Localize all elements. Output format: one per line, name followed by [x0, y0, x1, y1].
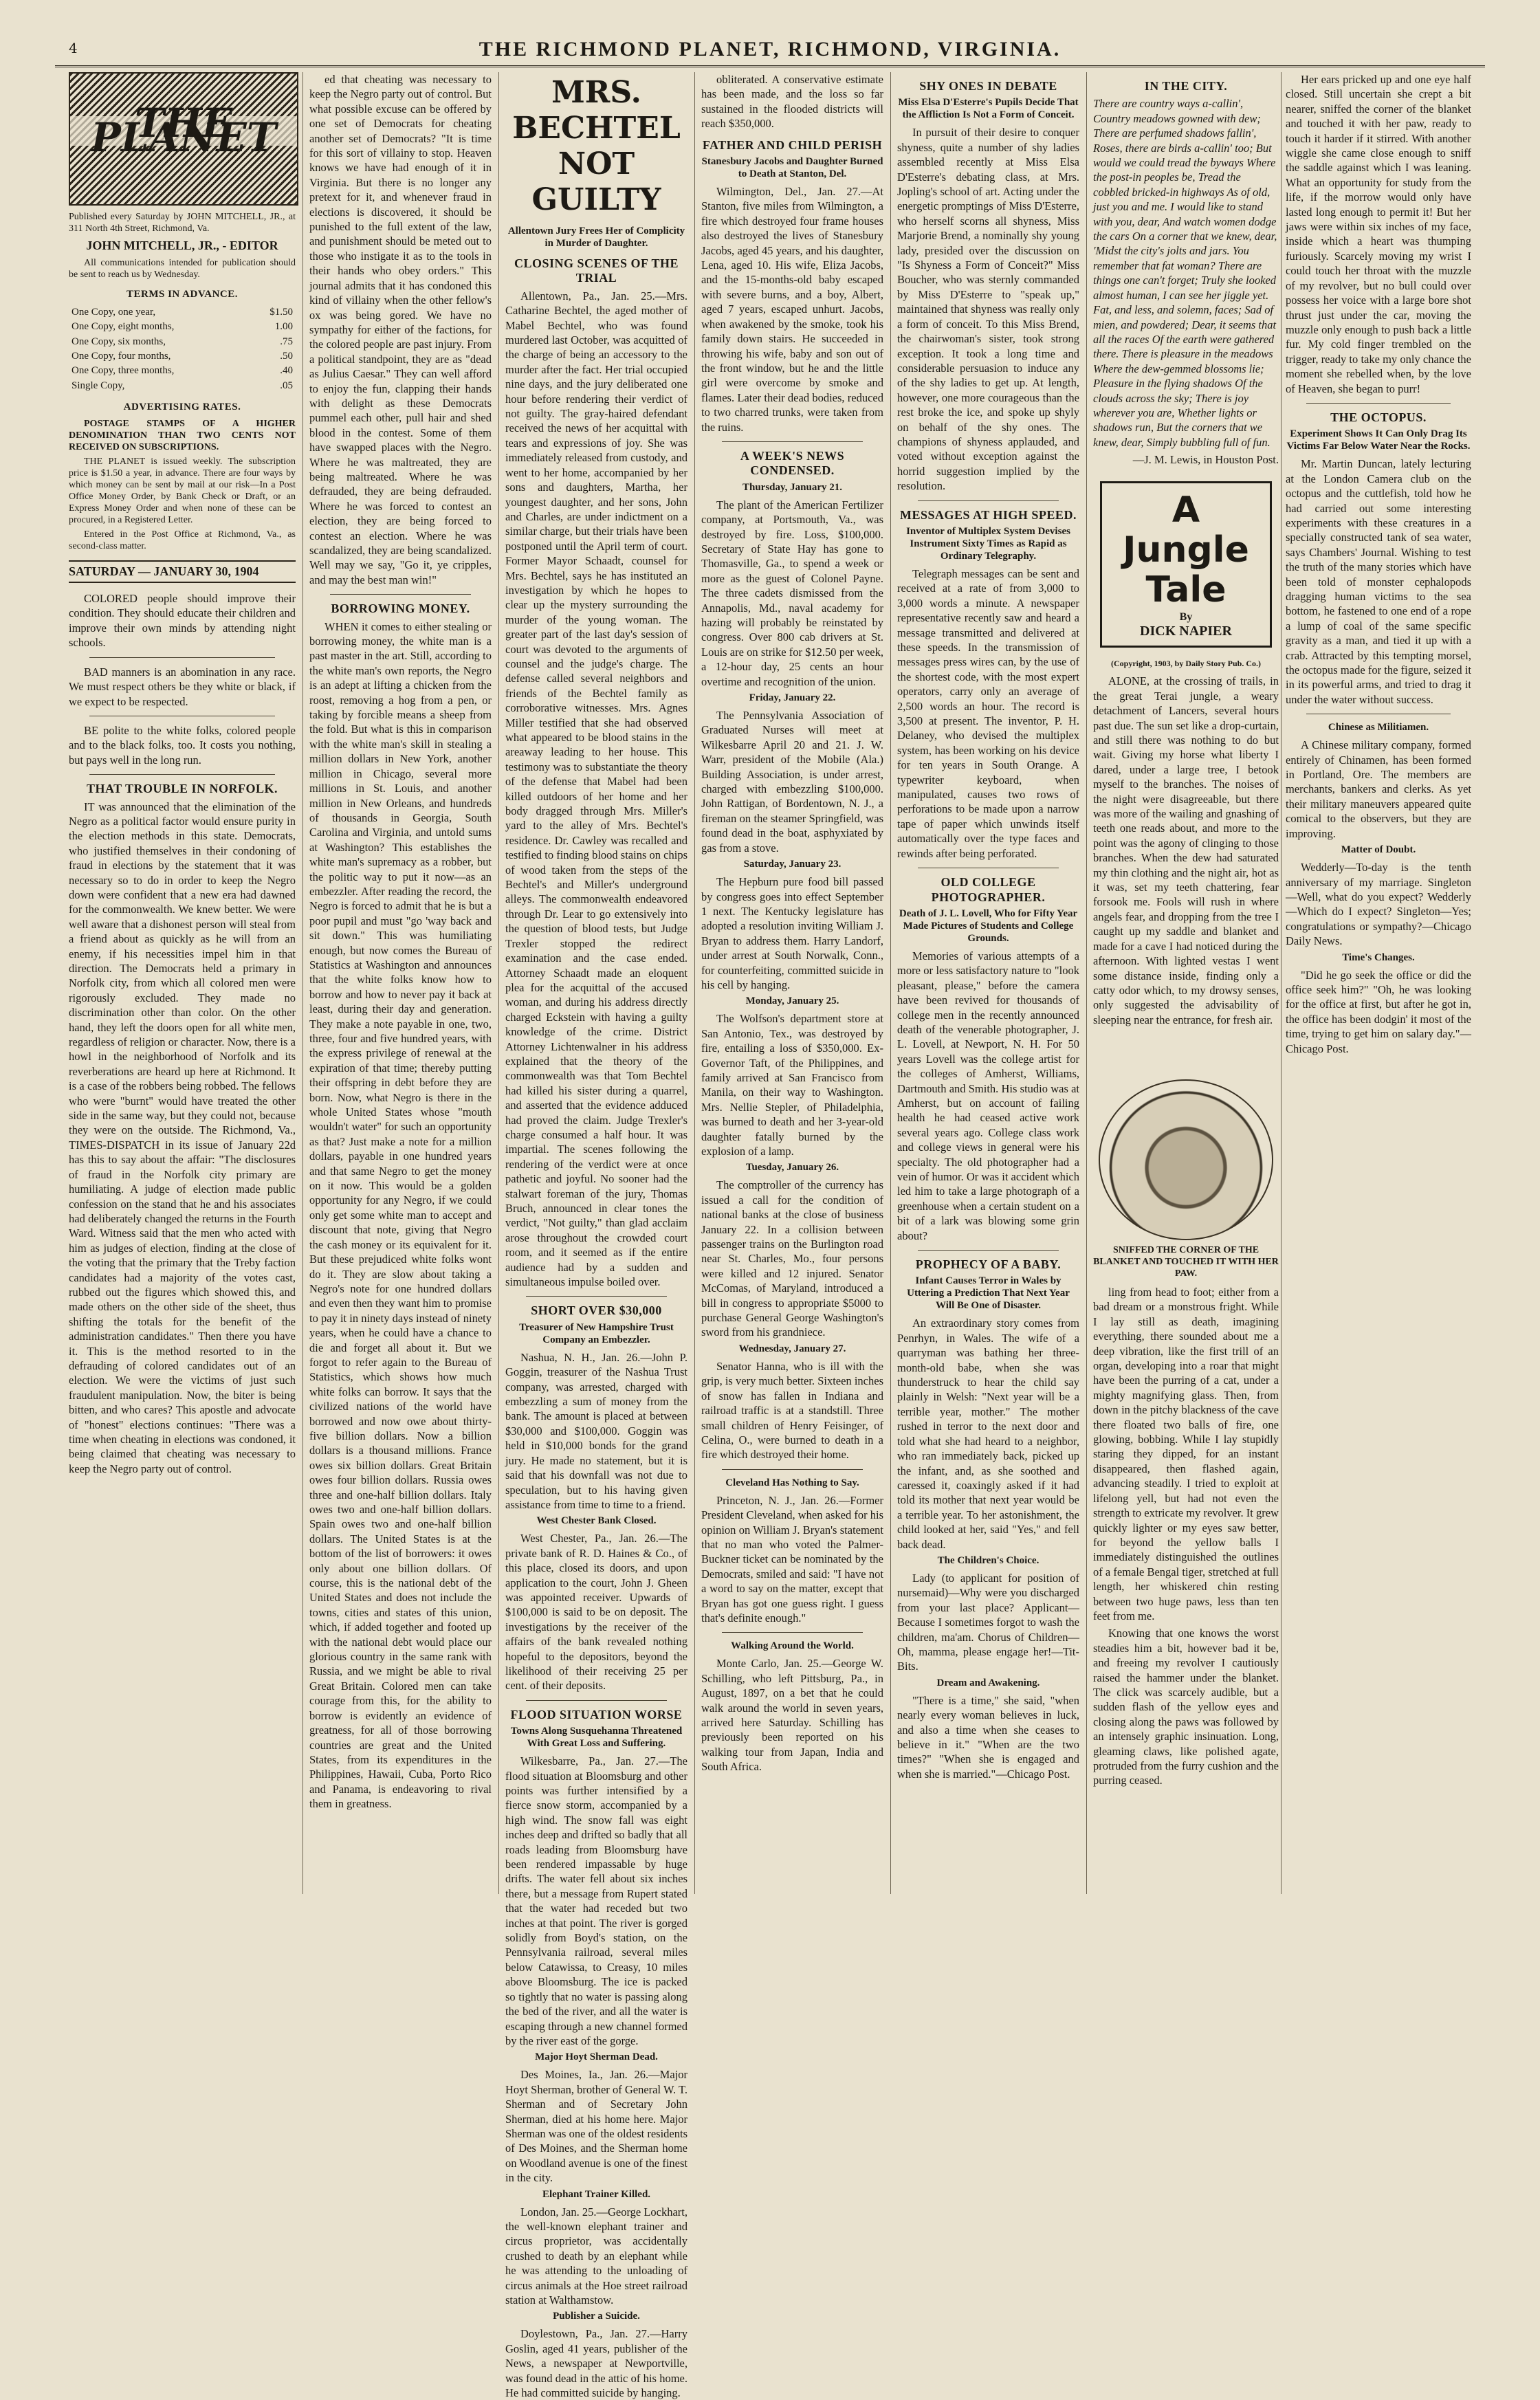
article-body: West Chester, Pa., Jan. 26.—The private bank of R. D. Haines & Co., of this place, closed its doors, and upon application to the court, John J. Gheen was appointed receiver. Upwards of $100,000 is said to be on deposit. The investigations by the receiver of the affairs of the bank revealed nothing hopeful to the depositors, beyond the likelihood of their receiving 25 per cent. of their deposits.: [505, 1532, 688, 1693]
column-rule: [302, 72, 303, 1894]
day-heading: Thursday, January 21.: [742, 481, 843, 493]
article-subheadline: Dream and Awakening.: [936, 1677, 1040, 1688]
column-rule: [694, 72, 695, 1894]
column-rule: [1086, 72, 1087, 1894]
lead-headline: MRS. BECHTEL NOT GUILTY: [512, 75, 681, 217]
article-body: Monte Carlo, Jan. 25.—George W. Schilling, who left Pittsburg, Pa., in August, 1897, on a bet that he could walk around the world in seven years, arrived here Saturday. Schilling has previously been reported on his walking tour from Japan, India and South Africa.: [701, 1657, 883, 1774]
article-headline: THAT TROUBLE IN NORFOLK.: [86, 782, 278, 796]
table-row: One Copy, eight months, 1.00: [72, 321, 293, 333]
column-1: [69, 72, 296, 1894]
editor-line: JOHN MITCHELL, JR., - EDITOR: [86, 239, 278, 252]
article-headline: FLOOD SITUATION WORSE: [510, 1707, 683, 1721]
article-body: Des Moines, Ia., Jan. 26.—Major Hoyt Sherman, brother of General W. T. Sherman and of Secretary John Sherman, died at his home here. Major Sherman was one of the oldest residents of Des Moines, and the Sherman home on Woodland avenue is one of the finest in the city.: [505, 2068, 688, 2185]
article-headline: BORROWING MONEY.: [331, 602, 470, 616]
story-body: ALONE, at the crossing of trails, in the great Terai jungle, a weary detachment of Lancers, several hours past due. The sun set like a drop-curtain, and still there was nothing to do but wait. Giving my horse what liberty I dared, under a large tree, I betook myself to the branches. The noises of the night were disagreeable, but there was more of the wailing and gnashing of teeth one reads about, and more to the point was the agony of clinging to those branches. When the dew had saturated my thin clothing and the night air, hot as it was, set my teeth chattering, fear forsook me. Fools will rush in where angels fear, and dropping from the tree I caught up my saddle and blanket and made for a cave I had noticed during the afternoon. With lighted vestas I went some distance inside, finding only a catty odor which, to my drowsy senses, only suggested the advisability of sleeping near the entrance, for fresh air.: [1093, 674, 1279, 1026]
postage-notice: POSTAGE STAMPS OF A HIGHER DENOMINATION THAN TWO CENTS NOT RECEIVED ON SUBSCRIPTIONS.: [69, 418, 296, 452]
article-subheadline: Treasurer of New Hampshire Trust Company an Embezzler.: [519, 1321, 674, 1345]
subscription-notice: THE PLANET is issued weekly. The subscription price is $1.50 a year, in advance. There are four ways by which money can be sent by mail at our risk—In a Post Office Money Order, by Bank Check or Draft, or an Express Money Order and when none of these can be procured, in a Registered Letter.: [69, 456, 296, 525]
editorial-paragraph: COLORED people should improve their condition. They should educate their children and improve their own minds by attending night schools.: [69, 592, 296, 650]
planet-logo: [69, 72, 298, 206]
table-row: One Copy, three months, .40: [72, 365, 293, 377]
article-headline: SHY ONES IN DEBATE: [919, 79, 1057, 93]
divider: [89, 657, 275, 658]
article-body: WHEN it comes to either stealing or borrowing money, the white man is a past master in the art. Still, according to the white man's own reports, the Negro is an adept at lifting a chicken from the roost, removing a hog from a pen, or taking by forcible means a sheep from the fold. But what is this in comparison with the white man's skill in stealing a million dollars in New York, another million in Chicago, several more millions in St. Louis, and another million in New Orleans, and hundreds of thousands in Georgia, South Carolina and Virginia, and untold sums at Washington? This establishes the white man's supremacy as a robber, but the politic way to put it now—as an embezzler. After reading the record, the Negro is forced to admit that he is but a poor pupil and must "go 'way back and sit down." This was humiliating enough, but now comes the Bureau of Statistics at Washington and announces that the white folks know how to borrow and how to never pay it back at least, during their day and generation. They make a note payable in one, two, three, four and five hundred years, with the express privilege of renewal at the expiration of that time; thereby putting their offspring in debt before they are born. Now, what Negro is there in the whole United States whose "mouth wouldn't water" for such an opportunity as that? Just make a note for a million dollars, payable in one hundred years and that same Negro to get the money on it now. This would be a golden opportunity for any Negro, if we could only get some white man to accept and discount that note, giving that Negro the cash money or its equivalent for it. But these prejudiced white folks wont do it. They are slow about taking a Negro's note for one hundred dollars and even then they want him to promise to pay it in ninety days instead of ninety years, when he could have a chance to die and forget all about it. But we forgot to refer again to the Bureau of Statistics, which shows how much white folks can borrow. It says that the civilized nations of the world have borrowed and now owe about thirty-five billion dollars. Now a billion dollars is a thousand millions. France owes six billion dollars. Great Britain owes four billion dollars. Russia owes three and one-half billion dollars. Italy owes two and one-half billion dollars. Spain owes two and one-half billion dollars. The United States is at the bottom of the list of borrowers: it owes only about one billion dollars. Of course, this is the national debt of the United States and does not include the towns, cities and states of this union, which, if added together and footed up with the national debt would place our glorious country in the same rank with Russia, and we might be able to rival Great Britain. Colored men can take courage from this, for the ability to borrow is evidently an evidence of greatness, for all of those borrowing countries are great and the United States, from its expenditures in the Philippines, Hawaii, Cuba, Porto Rico and Panama, is endeavoring to rival them in greatness.: [309, 619, 492, 1811]
column-7: [1286, 72, 1471, 1894]
article-subheadline: Cleveland Has Nothing to Say.: [725, 1477, 859, 1488]
illustration-caption: SNIFFED THE CORNER OF THE BLANKET AND TOUCHED IT WITH HER PAW.: [1093, 1245, 1279, 1279]
article-subheadline: Matter of Doubt.: [1341, 844, 1416, 856]
story-body: Knowing that one knows the worst steadies him a bit, however bad it be, and freeing my revolver I cautiously raised the hammer under the blanket. The click was scarcely audible, but a sudden flash of the yellow eyes and closing along the paws was followed by an intensely graphic insinuation. Long, gleaming claws, like polished agate, protruded from the furry cushion and the purring ceased.: [1093, 1627, 1279, 1787]
poem-title: IN THE CITY.: [1144, 79, 1228, 93]
column-5: [897, 72, 1079, 1894]
article-body: Wilkesbarre, Pa., Jan. 27.—The flood situation at Bloomsburg and other points was further intensified by a fierce snow storm, accompanied by a high wind. The snow fall was eight inches deep and drifted so badly that all roads leading from Bloomsburg have been rendered impassable by huge drifts. The water fell about six inches there, but a message from Rupert stated that the water had receded but two inches at that point. The river is gorged solidly from Boyd's station, on the Pennsylvania railroad, several miles below Catawissa, to Creasy, 10 miles above Bloomsburg. The ice is packed so tightly that no water is passing along the bed of the river, and all the water is escaping through a new channel formed by the river east of the gorge.: [505, 1754, 688, 2047]
table-row: One Copy, six months, .75: [72, 335, 293, 347]
article-subheadline: Experiment Shows It Can Only Drag Its Victims Far Below Water Near the Rocks.: [1286, 428, 1471, 452]
masthead: THE RICHMOND PLANET, RICHMOND, VIRGINIA.: [55, 38, 1485, 67]
divider: [1306, 403, 1451, 404]
story-by: By: [1179, 610, 1193, 623]
article-body: "Did he go seek the office or did the office seek him?" "Oh, he was looking for the office at first, but after he got in, the office has been dodgin' it most of the time, trying to get him on salary day."—Chicago Post.: [1286, 968, 1471, 1055]
story-title: A Jungle Tale: [1123, 489, 1249, 610]
article-subheadline: Major Hoyt Sherman Dead.: [535, 2051, 658, 2063]
issue-date: SATURDAY — JANUARY 30, 1904: [69, 560, 296, 583]
story-body: ling from head to foot; either from a bad dream or a monstrous fright. While I lay still as death, imagining everything, there sounded about me a deep vibration, like the first trill of an organ, developing into a roar that might have been the purring of a cat, under a mighty magnifying glass. Then, from down in the pitchy blackness of the cave there floated two balls of fire, one glowing, bobbing. While I lay stupidly staring they dipped, for an instant disappeared, then flashed again, advancing steadily. I tried to exploit at lifelong yell, but had not even the strength to extricate my revolver. It grew quickly lighter or my eyes saw better, for beyond the yellow balls I immediately distinguished the outlines of a female Bengal tiger, stretched at full length, her whiskered chin resting between two huge paws, less than ten feet from me.: [1093, 1286, 1279, 1622]
poem-author: —J. M. Lewis, in Houston Post.: [1132, 453, 1279, 467]
story-continuation: [1093, 1072, 1279, 1894]
poem-body: There are country ways a-callin', Country meadows gowned with dew; There are perfumed shadows fallin', Roses, there are birds a-callin' too; But would we could tread the byways Where the post-in peoples be, Tread the cobbled bricked-in highways As of old, just you and me. I would like to stand with you, dear, And watch women dodge the cars On a corner that we knew, dear, 'Midst the city's jolts and jars. You remember that fat woman? There are things one can't forget; Truly she looked almost human, I can see her jiggle yet. Fat, and less, and solemn, faces; Sad of mien, and powdered; Dear, it seems that all the races Of the earth were gathered there. There is pleasure in the meadows Where the dew-gemmed blossoms lie; Pleasure in the flying shadows Of the clouds across the sky; There is joy wherever you are, Whether lights or shadows run, But the corners that we knew, dear, Simply bubbling full of fun.: [1093, 97, 1277, 449]
table-row: One Copy, four months, .50: [72, 351, 293, 362]
column-2: [309, 72, 492, 1894]
article-body: Princeton, N. J., Jan. 26.—Former President Cleveland, when asked for his opinion on William J. Bryan's statement that no man who voted the Palmer-Buckner ticket can be nominated by the Democrats, smiled and said: "I have not a word to say on the matter, except that Bryan has got one guess right. I guess that's definite enough.": [701, 1493, 883, 1625]
communications-note: All communications intended for publication should be sent to reach us by Wednesday.: [69, 258, 296, 280]
logo-text: THE PLANET: [70, 116, 297, 146]
column-3: [505, 72, 688, 2400]
advertising-title: ADVERTISING RATES.: [123, 401, 241, 413]
article-headline: FATHER AND CHILD PERISH: [702, 137, 883, 152]
divider: [722, 1469, 863, 1470]
article-headline: CLOSING SCENES OF THE TRIAL: [514, 256, 679, 285]
article-body: Mr. Martin Duncan, lately lecturing at the London Camera club on the octopus and the cuttlefish, told how he had carried out some interesting experiments with these creatures in a specially constructed tank of sea water, says Chambers' Journal. Wishing to test the truth of the many stories which have been told of monster cephalopods dragging human victims to the sea bottom, he fastened to one end of a rope a lump of coal of the same specific gravity as a man, and tied it up with a crab. Attracted by this tempting morsel, the octopus made for the figure, seized it in its powerful arms, and tried to drag it under the water without success.: [1286, 457, 1471, 706]
divider: [526, 1296, 667, 1297]
table-row: Single Copy, .05: [72, 379, 293, 391]
article-headline: THE OCTOPUS.: [1330, 410, 1427, 424]
article-body: In pursuit of their desire to conquer shyness, quite a number of shy ladies assembled recently at Miss Elsa D'Esterre's debating class, at Mrs. Jopling's school of art. Acting under the energetic promptings of Miss D'Esterre, who herself scorns all shyness, Miss Marjorie Brend, a nominally shy young lady, presided over the discussion on "Is Shyness a Form of Conceit?" Miss Boucher, who was sternly commanded by Miss D'Esterre to "speak up," maintained that shyness was really only a form of conceit. To this Miss Brend, the chairwoman's sister, took strong exception. It took a long time and considerable persuasion to induce any of the shy ladies to get up. At length, however, one more courageous than the rest broke the ice, and spoke up shyly on behalf of the shy ones. The champions of shyness applauded, and voted without exception against the horrid suggestion implied by the resolution.: [897, 126, 1079, 493]
terms-title: TERMS IN ADVANCE.: [126, 289, 238, 300]
article-body: An extraordinary story comes from Penrhyn, in Wales. The wife of a quarryman was bathing her three-month-old babe, when she was thunderstruck to hear the child say plainly in Welsh: "Next year will be a terrible year, mother." The mother rushed in terror to the next door and told what she had heard to a neighbor, who ran immediately back, picked up the infant, and, as she soothed and caressed it, coaxingly asked if it had told its mother that next year would be a terrible year. To her astonishment, the child looked at her, said "Yes," and fell back dead.: [897, 1317, 1079, 1551]
entered-notice: Entered in the Post Office at Richmond, Va., as second-class matter.: [69, 529, 296, 551]
article-body: ed that cheating was necessary to keep the Negro party out of control. But what possible excuse can be offered by one set of Democrats for cheating another set of Democrats? "It is time for this sort of villainy to stop. Heaven knows we have had enough of it in Virginia. But there is no longer any pretext for it, and whenever fraud in elections is discovered, it should be punished to the full extent of the law, and punishment should be meted out to those who instigate it as to the tools in their hands who obey orders." This journal admits that it has condoned this kind of villainy when the other fellow's ox was being gored. We have no sympathy for either of the factions, for the colored people are past injury. From a political standpoint, they are as "dead as Julius Caesar." They can well afford to enjoy the fun, clapping their hands with delight as these Democrats pummel each other, pull hair and shed blood in the contest. Some of them have swapped places with the Negro. Where he was maltreated, they are being maltreated. Where he was defrauded, they are being defrauded. Where he was forced to contest an election, they are being forced to contest an election. Where he was scandalized, they are being scandalized. Well may we say, "Go it, ye cripples, and may the best man win!": [309, 73, 492, 586]
terms-table: [69, 305, 296, 393]
article-body: The Pennsylvania Association of Graduated Nurses will meet at Wilkesbarre April 20 and 21. J. W. Warr, president of the Mobile (Ala.) Building Association, is under arrest, charged with embezzling $100,000. John Rattigan, of Bordentown, N. J., a fireman on the steamer Springfield, was found dead in the boat, asphyxiated by gas from a stove.: [701, 709, 883, 855]
article-headline: A WEEK'S NEWS CONDENSED.: [740, 448, 845, 478]
article-body: Wedderly—To-day is the tenth anniversary of my marriage. Singleton—Well, what do you expect? Wedderly—Which do I expect? Singleton—Yes; congratulations or sympathy?—Chicago Daily News.: [1286, 861, 1471, 948]
article-body: London, Jan. 25.—George Lockhart, the well-known elephant trainer and circus proprietor, was accidentally crushed to death by an elephant while he was attending to the unloading of circus animals at the Hoe street railroad station at Walthamstow.: [505, 2205, 688, 2307]
divider: [722, 441, 863, 442]
article-body: Telegraph messages can be sent and received at a rate of from 3,000 to 3,000 words a minute. A newspaper representative recently saw and heard a message transmitted and delivered at these speeds. In the transmission of messages press wires can, by the use of the shortest code, with the most expert operators, carry only an average of 2,500 words an hour. The record is 3,500 at present. The inventor, P. H. Delaney, who devised the multiplex system, has been working on his device for ten years in South Orange. A typewriter keyboard, when manipulated, causes two rows of perforations to be made upon a narrow tape of paper which unwinds itself automatically over the type faces and rewinds after being perforated.: [897, 566, 1079, 860]
copyright-line: (Copyright, 1903, by Daily Story Pub. Co.): [1110, 659, 1261, 669]
article-body: The plant of the American Fertilizer company, at Portsmouth, Va., was destroyed by fire. Loss, $100,000. Secretary of State Hay has gone to Thomasville, Ga., to spend a week or more as the guest of Colonel Payne. The three cadets dismissed from the Annapolis, Md., naval academy for hazing will probably be reinstated by congress. Over 800 cab drivers at St. Louis are on strike for $12.50 per week, a 12-hour day, 25 cents an hour overtime and recognition of the union.: [701, 498, 883, 688]
article-subheadline: Elephant Trainer Killed.: [542, 2188, 651, 2200]
editorial-paragraph: BE polite to the white folks, colored people and to the black folks, too. It costs you nothing, but pays well in the long run.: [69, 723, 296, 767]
article-body: Allentown, Pa., Jan. 25.—Mrs. Catharine Bechtel, the aged mother of Mabel Bechtel, who was found murdered last October, was acquitted of the charge of being an accessory to the murder after the fact. Her trial occupied nine days, and the jury deliberated one hour before rendering their verdict of not guilty. The gray-haired defendant received the news of her acquittal with tears and expressions of joy. She was immediately released from custody, and went to her home, accompanied by her sons and daughters, Martha, her youngest daughter, and her sons, John and Charles, are under indictment on a similar charge, but their trials have been postponed until the April term of court. Former Mayor Schaadt, counsel for Mrs. Bechtel, says he has instituted an investigation by which he hopes to clear up the mystery surrounding the murder of the young woman. The greater part of the last day's session of court was devoted to the arguments of counsel and the judge's charge. The defense called several neighbors and friends of the Bechtel family as corroborative witnesses. Mrs. Agnes Miller testified that she had observed what appeared to be blood stains in the areaway leading to her house. This testimony was to substantiate the theory of the defense that Mabel had been killed outdoors of her home and her body dragged through Mrs. Miller's yard to the alley of Mrs. Bechtel's residence. Dr. Cawley was recalled and testified to finding blood stains on chips of wood taken from the steps of the Bechtel's and Miller's underground alleys. The commonwealth endeavored through Dr. Lear to go extensively into the question of blood tests, but Judge Trexler stopped the redirect examination and the case ended. Attorney Schaadt made an eloquent plea for the acquittal of the accused woman, and during his address directly charged Eckstein with having a guilty knowledge of the crime. District Attorney Lichtenwalner in his address explained that the theory of the commonwealth was that Tom Bechtel had killed his sister during a quarrel, and asserted that the evidence adduced had proved the claim. Judge Trexler's charge consumed a half hour. It was impartial. The scenes following the rendering of the verdict were at once pathetic and joyful. No sooner had the stalwart foreman of the jury, Thomas Bruch, announced in clear tones the verdict, "Not guilty," than glad acclaim arose throughout the crowded court room, and it seemed as if the entire audience had by a sudden and simultaneous impulse boiled over.: [505, 289, 688, 1289]
article-body: Lady (to applicant for position of nursemaid)—Why were you discharged from your last place? Applicant—Because I sometimes forgot to wash the children, ma'am. Chorus of Children—Oh, mamma, please engage her!—Tit-Bits.: [897, 1571, 1079, 1673]
article-body: A Chinese military company, formed entirely of Chinamen, has been formed in Portland, Ore. The members are merchants, bankers and clerks. As yet their military maneuvers appeared quite comical to the observers, but they are improving.: [1286, 738, 1471, 840]
article-subheadline: Death of J. L. Lovell, Who for Fifty Year Made Pictures of Students and College Grounds.: [899, 907, 1078, 944]
publisher-line: Published every Saturday by JOHN MITCHELL, JR., at 311 North 4th Street, Richmond, Va.: [69, 212, 296, 234]
article-body: Nashua, N. H., Jan. 26.—John P. Goggin, treasurer of the Nashua Trust company, was arrested, charged with embezzling a sum of money from the bank. The amount is placed at between $30,000 and $100,000. Goggin was held in $10,000 bonds for the grand jury. He made no statement, but it is said that his downfall was not due to speculation, but to his having given assistance from time to time to a friend.: [505, 1350, 688, 1511]
article-body: Doylestown, Pa., Jan. 27.—Harry Goslin, aged 41 years, publisher of the News, a newspaper at Newportville, was found dead in the attic of his home. He had committed suicide by hanging.: [505, 2327, 688, 2400]
article-headline: MESSAGES AT HIGH SPEED.: [900, 507, 1077, 522]
lead-subheadline: Allentown Jury Frees Her of Complicity in Murder of Daughter.: [507, 225, 685, 249]
article-body: The comptroller of the currency has issued a call for the condition of national banks at the close of business January 22. In a collision between passenger trains on the Burlington road near St. Charles, Mo., four persons were killed and 12 injured. Senator McComas, of Maryland, introduced a bill in congress to appropriate $5000 to purchase General George Washington's sword from his grandniece.: [701, 1178, 883, 1339]
column-rule: [498, 72, 499, 1894]
divider: [526, 1700, 667, 1701]
article-subheadline: Stanesbury Jacobs and Daughter Burned to Death at Stanton, Del.: [701, 156, 883, 180]
divider: [89, 774, 275, 775]
page-number: 4: [69, 40, 78, 56]
article-body: The Hepburn pure food bill passed by congress goes into effect September 1 next. The Kentucky legislature has adopted a resolution inviting William J. Bryan to address them. Harry Landorf, under arrest at South Norwalk, Conn., for counterfeiting, committed suicide in his cell by hanging.: [701, 875, 883, 991]
article-subheadline: Inventor of Multiplex System Devises Instrument Sixty Times as Rapid as Ordinary Telegraphy.: [906, 525, 1070, 562]
article-subheadline: Infant Causes Terror in Wales by Uttering a Prediction That Next Year Will Be One of Disaster.: [907, 1275, 1070, 1312]
day-heading: Tuesday, January 26.: [745, 1162, 839, 1174]
story-title-box: [1100, 481, 1272, 648]
column-rule: [890, 72, 891, 1894]
article-body: Wilmington, Del., Jan. 27.—At Stanton, five miles from Wilmington, a fire which destroyed four frame houses also destroyed the lives of Stanesbury Jacobs, aged 45 years, and his daughter, Lena, aged 10. His wife, Eliza Jacobs, and the 15-months-old baby escaped with severe burns, and a boy, Albert, aged 7 years, escaped unhurt. Jacobs, when awakened by the smoke, took his family down stairs. He succeeded in throwing his wife, baby and son out of the front window, but he and the little girl were overcome by smoke and flames. Later their dead bodies, reduced to two charred trunks, were taken from the ruins.: [701, 185, 883, 434]
article-subheadline: Towns Along Susquehanna Threatened With Great Loss and Suffering.: [510, 1726, 683, 1750]
divider: [918, 500, 1059, 501]
day-heading: Wednesday, January 27.: [738, 1343, 846, 1354]
article-subheadline: Publisher a Suicide.: [553, 2311, 640, 2322]
article-body: "There is a time," she said, "when nearly every woman believes in luck, and also a time when she ceases to believe in it." "When are the two times?" "When she is engaged and when she is married."—Chicago Post.: [897, 1693, 1079, 1781]
column-rule: [1281, 72, 1282, 1894]
article-subheadline: Chinese as Militiamen.: [1328, 722, 1429, 734]
day-heading: Saturday, January 23.: [743, 859, 842, 870]
article-body: Senator Hanna, who is ill with the grip, is very much better. Sixteen inches of snow has fallen in Indiana and railroad traffic is at a standstill. Three small children of Henry Feisinger, of Celina, O., were burned to death in a fire which destroyed their home.: [701, 1359, 883, 1462]
article-subheadline: Time's Changes.: [1342, 951, 1415, 963]
divider: [330, 594, 471, 595]
article-headline: OLD COLLEGE PHOTOGRAPHER.: [931, 875, 1046, 904]
divider: [918, 1250, 1059, 1251]
article-body: IT was announced that the elimination of the Negro as a political factor would ensure purity in the election methods in this state. Democrats, who justified themselves in their condoning of fraud in elections by the statement that it was necessary so to do in order to keep the Negro down were confident that a new era had dawned for the commonwealth. We knew better. We were well aware that a dishonest person will steal from a friend about as quickly as he will from an enemy, if his necessities impel him in that direction. The Democrats held a primary in Norfolk city, from which all colored men were rigorously excluded. They made no discrimination other than color. On the other hand, they left the doors open for all white men, regardless of religion or character. Now, there is a howl in the neighborhood of Norfolk and its reverberations are heard up here at Richmond. It is a case of the robbers being robbed. The fellows who were "burnt" would have treated the other side in the same way, but they could not, because they were on the outside. The Richmond, Va., TIMES-DISPATCH in its issue of January 22d has this to say about the affair: "The disclosures of fraud in the Norfolk city primary are humiliating. A judge of election made public confession on the stand that he and his associates had deliberately changed the returns in the Fourth Ward. Witness said that the men who acted with him as judges of election, finding at the close of the voting that the primary that the Treby faction candidates had a majority of the votes cast, rubbed out the figures which showed this, and made others on the other side of the sheet, thus shifting the totals for the benefit of the administration candidates." Then there you have it. This is the method resorted to in the defrauding of colored candidates out of an election. We were the victims of just such fraudulent manipulation. Now, the biter is being bitten, and who cares? This apostle and advocate of "honest" elections continues: "There was a time when cheating in elections was condoned, it being claimed that cheating was necessary to keep the Negro party out of control.: [69, 800, 296, 1475]
story-author: DICK NAPIER: [1140, 623, 1232, 639]
article-headline: PROPHECY OF A BABY.: [915, 1257, 1062, 1272]
article-body: Memories of various attempts of a more or less satisfactory nature to "look pleasant, please," before the camera have been revived for thousands of college men in the recently announced death of the venerable photographer, J. L. Lovell, at Newport, N. H. For 50 years Lovell was the college artist for the colleges of Amherst, Williams, Dartmouth and Smith. His studio was at Amherst, but on account of failing health he had ceased active work several years ago. College class work and college views in general were his specialty. The old photographer had a vein of humor. Or was it accident which led him to take a large photograph of a greenhouse when a certain student on a bit of a lark was blowing some grin about?: [897, 949, 1079, 1242]
day-heading: Monday, January 25.: [745, 995, 839, 1007]
table-row: One Copy, one year, $1.50: [72, 306, 293, 318]
column-4: [701, 72, 883, 1894]
article-subheadline: West Chester Bank Closed.: [536, 1515, 657, 1527]
article-body: obliterated. A conservative estimate has been made, and the loss so far sustained in the flooded districts will reach $350,000.: [701, 73, 883, 131]
article-subheadline: The Children's Choice.: [937, 1554, 1040, 1566]
tiger-illustration: [1099, 1079, 1273, 1240]
editorial-paragraph: BAD manners is an abomination in any race. We must respect others be they white or black, if we expect to be respected.: [69, 665, 296, 708]
article-subheadline: Walking Around the World.: [731, 1640, 854, 1652]
article-headline: SHORT OVER $30,000: [531, 1303, 662, 1318]
article-body: The Wolfson's department store at San Antonio, Tex., was destroyed by fire, entailing a loss of $350,000. Ex-Governor Taft, of the Philippines, and family arrived at San Francisco from Manila, on their way to Washington. Mrs. Nellie Stepler, of Philadelphia, was burned to death and her 3-year-old daughter fatally burned by the explosion of a lamp.: [701, 1012, 883, 1158]
divider: [722, 1632, 863, 1633]
day-heading: Friday, January 22.: [749, 692, 836, 704]
story-body: Her ears pricked up and one eye half closed. Still uncertain she crept a bit nearer, sniffed the corner of the blanket and touched it with her paw, ready to touch it harder if it stirred. With another wiggle she came close enough to sniff the saddle against which I was leaning. What an opportunity for study from the life, if the morrow would only have lasted long enough to permit it! But her jaws were within six inches of my face, inside which a heart was thumping furiously. Scarcely moving my wrist I could touch her throat with the muzzle of my revolver, but no bull could over possess her voice with a large bore shot thrust just under the car, moving the muzzle only enough to push back a little fur. My cold finger trembled on the trigger, ready to take my only chance the moment she rebelled when, by the love of Heaven, she began to purr!: [1286, 73, 1471, 395]
article-subheadline: Miss Elsa D'Esterre's Pupils Decide That the Affliction Is Not a Form of Conceit.: [898, 97, 1079, 121]
